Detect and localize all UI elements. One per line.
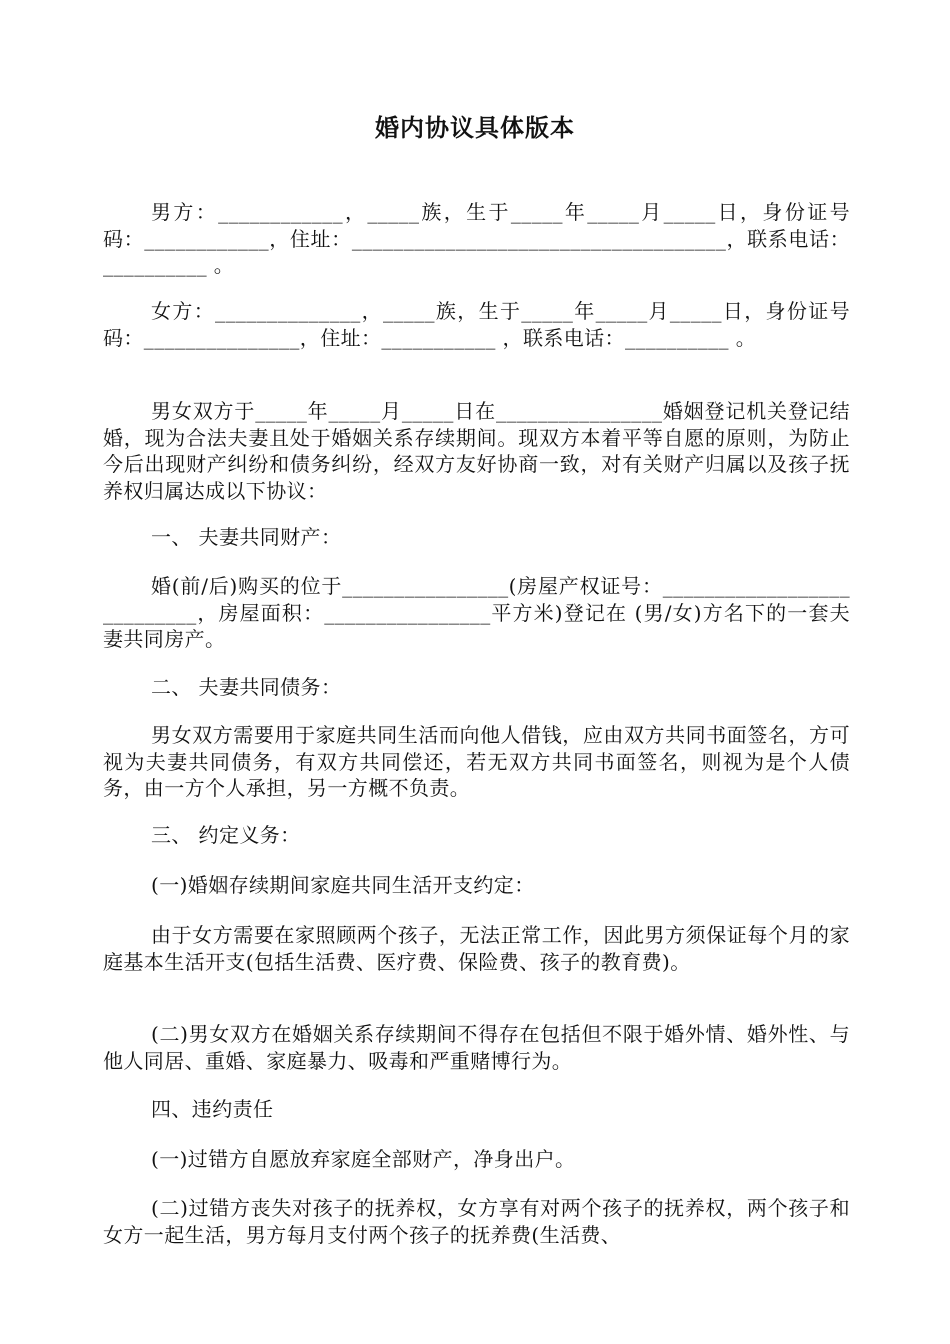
paragraph-joint-property: 婚(前/后)购买的位于________________(房屋产权证号：___________________________，房屋面积：________________平方米)登记在 (男/女)方名下的一套夫妻共同房产。 [103,574,850,651]
section-heading-liability: 四、违约责任 [151,1097,274,1121]
paragraph-obligation-2: (二)男女双方在婚姻关系存续期间不得存在包括但不限于婚外情、婚外性、与他人同居、重婚、家庭暴力、吸毒和严重赌博行为。 [103,1022,850,1073]
section-heading-joint-debt: 二、 夫妻共同债务： [151,675,342,699]
paragraph-liability-2: (二)过错方丧失对孩子的抚养权，女方享有对两个孩子的抚养权，两个孩子和女方一起生活，男方每月支付两个孩子的抚养费(生活费、 [103,1196,850,1247]
paragraph-wife-info: 女方：______________，_____族，生于_____年_____月_____日，身份证号码：_______________，住址：___________ ，联系电话：__________ 。 [103,299,850,350]
paragraph-marriage-statement: 男女双方于_____年_____月_____日在________________婚姻登记机关登记结婚，现为合法夫妻且处于婚姻关系存续期间。现双方本着平等自愿的原则，为防止今后出现财产纠纷和债务纠纷，经双方友好协商一致，对有关财产归属以及孩子抚养权归属达成以下协议： [103,399,850,503]
document-title: 婚内协议具体版本 [375,114,575,142]
paragraph-obligation-1-detail: 由于女方需要在家照顾两个孩子，无法正常工作，因此男方须保证每个月的家庭基本生活开支(包括生活费、医疗费、保险费、孩子的教育费)。 [103,923,850,974]
section-heading-obligations: 三、 约定义务： [151,823,301,847]
paragraph-joint-debt: 男女双方需要用于家庭共同生活而向他人借钱，应由双方共同书面签名，方可视为夫妻共同债务，有双方共同偿还，若无双方共同书面签名，则视为是个人债务，由一方个人承担，另一方概不负责。 [103,723,850,800]
paragraph-husband-info: 男方：____________，_____族，生于_____年_____月_____日，身份证号码：____________，住址：____________________________________，联系电话：__________ 。 [103,200,850,277]
section-heading-joint-property: 一、 夫妻共同财产： [151,525,342,549]
paragraph-obligation-1: (一)婚姻存续期间家庭共同生活开支约定： [151,873,535,897]
paragraph-liability-1: (一)过错方自愿放弃家庭全部财产，净身出户。 [151,1147,576,1171]
